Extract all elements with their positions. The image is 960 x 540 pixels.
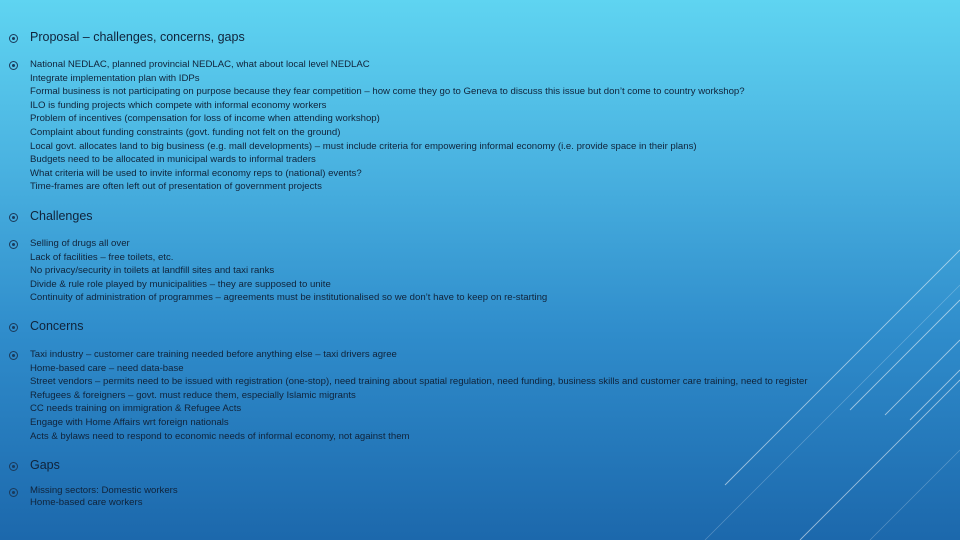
list-challenges [30, 237, 547, 305]
list-item: Local govt. allocates land to big business (e.g. mall developments) – must include criteria for empowering informal economy (i.e. provide space in their plans) [30, 140, 697, 152]
list-item: Time-frames are often left out of presentation of government projects [30, 181, 322, 193]
list-item: Problem of incentives (compensation for loss of income when attending workshop) [30, 113, 380, 125]
list-item: No privacy/security in toilets at landfill sites and taxi ranks [30, 265, 275, 277]
list-item: Missing sectors: Domestic workers [30, 485, 178, 496]
list-item: Selling of drugs all over [30, 238, 130, 249]
list-item: Complaint about funding constraints (govt. funding not felt on the ground) [30, 126, 341, 138]
bullet-icon [9, 61, 18, 70]
bullet-icon [9, 488, 18, 497]
bullet-icon [9, 34, 18, 43]
list-item: Street vendors – permits need to be issued with registration (one-stop), need training about spatial regulation, need funding, business skills and customer care training, need to register [30, 376, 808, 388]
bullet-icon [9, 462, 18, 471]
list-item: Taxi industry – customer care training needed before anything else – taxi drivers agree [30, 349, 397, 360]
list-item: Formal business is not participating on purpose because they fear competition – how come they go to Geneva to discuss this issue but don’t come to country workshop? [30, 86, 745, 98]
list-item: Divide & rule role played by municipalities – they are supposed to unite [30, 278, 331, 290]
list-item: What criteria will be used to invite informal economy reps to (national) events? [30, 167, 362, 179]
heading-concerns: Concerns [30, 319, 84, 333]
list-concerns [30, 348, 808, 443]
list-item: Home-based care workers [30, 497, 143, 508]
list-item: Home-based care – need data-base [30, 362, 184, 374]
list-item: ILO is funding projects which compete with informal economy workers [30, 99, 327, 111]
heading-gaps: Gaps [30, 458, 60, 472]
heading-proposal: Proposal – challenges, concerns, gaps [30, 30, 245, 44]
bullet-icon [9, 323, 18, 332]
list-item: National NEDLAC, planned provincial NEDLAC, what about local level NEDLAC [30, 59, 370, 70]
heading-challenges: Challenges [30, 209, 93, 223]
list-item: Engage with Home Affairs wrt foreign nationals [30, 416, 229, 428]
bullet-icon [9, 213, 18, 222]
list-item: Lack of facilities – free toilets, etc. [30, 251, 174, 263]
list-item: Budgets need to be allocated in municipal wards to informal traders [30, 154, 316, 166]
list-item: Continuity of administration of programmes – agreements must be institutionalised so we don’t have to keep on re-starting [30, 292, 548, 304]
bullet-icon [9, 351, 18, 360]
list-item: Integrate implementation plan with IDPs [30, 72, 200, 84]
list-item: Acts & bylaws need to respond to economic needs of informal economy, not against them [30, 430, 410, 442]
list-item: Refugees & foreigners – govt. must reduce them, especially Islamic migrants [30, 389, 356, 401]
bullet-icon [9, 240, 18, 249]
list-gaps [30, 485, 178, 510]
list-item: CC needs training on immigration & Refugee Acts [30, 403, 242, 415]
list-proposal [30, 58, 745, 194]
